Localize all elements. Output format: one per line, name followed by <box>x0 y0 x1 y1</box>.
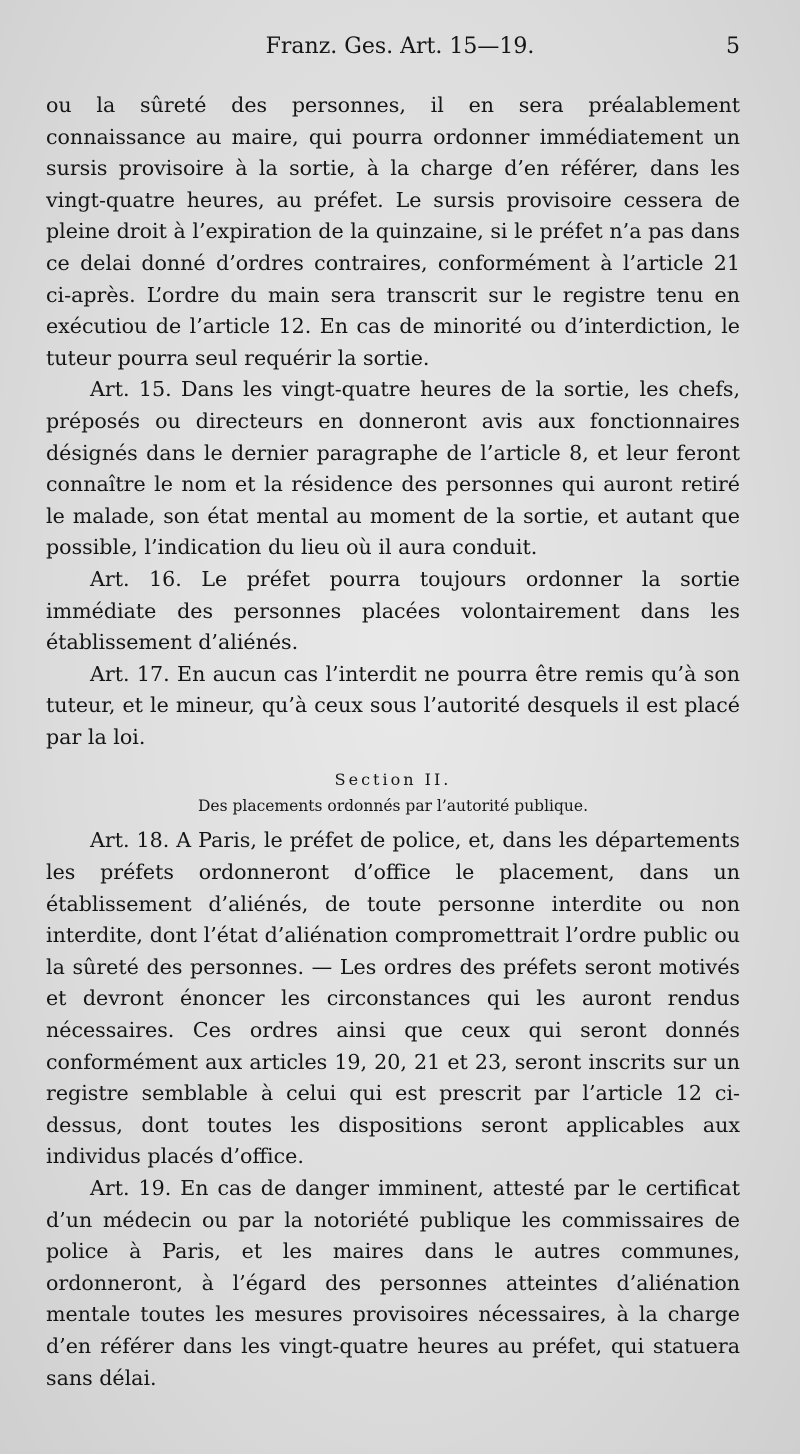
paragraph-art-17: Art. 17. En aucun cas l’interdit ne pourra être remis qu’à son tuteur, et le mineur, qu’à ceux sous l’autorité desquels il est placé par la loi. <box>46 661 740 749</box>
page-header <box>0 34 800 70</box>
running-title: Franz. Ges. Art. 15—19. <box>265 34 535 59</box>
paragraph-art-16: Art. 16. Le préfet pourra toujours ordonner la sortie immédiate des personnes placées volontairement dans les établissement d’aliénés. <box>46 566 740 655</box>
paragraph-art-19: Art. 19. En cas de danger imminent, attesté par le certificat d’un médecin ou par la notoriété publique les commissaires de police à Paris, et les maires dans le autres communes, ordonneront, à l’égard des personnes atteintes d’aliénation mentale toutes les mesures provisoires nécessaires, à la charge d’en référer dans les vingt-quatre heures au préfet, qui statuera sans délai. <box>46 1176 740 1390</box>
section-heading: Section II. <box>334 770 452 790</box>
page-number: 5 <box>726 34 740 59</box>
paragraph-art-15: Art. 15. Dans les vingt-quatre heures de la sortie, les chefs, préposés ou directeurs en donneront avis aux fonctionnaires désignés dans le dernier paragraphe de l’article 8, et leur feront connaître le nom et la résidence des personnes qui auront retiré le malade, son état mental au moment de la sortie, et autant que possible, l’indication du lieu où il aura conduit. <box>46 377 740 560</box>
section-subtitle: Des placements ordonnés par l’autorité publique. <box>197 797 589 816</box>
page-body <box>46 90 740 1394</box>
paragraph-continuation: ou la sûreté des personnes, il en sera préalablement connaissance au maire, qui pourra ordonner immédiatement un sursis provisoire à la sortie, à la charge d’en référer, dans les vingt-quatre heures, au préfet. Le sursis provisoire cessera de pleine droit à l’expiration de la quinzaine, si le préfet n’a pas dans ce delai donné d’ordres contraires, conformément à l’article 21 ci-après. L’ordre du main sera transcrit sur le registre tenu en exécutiou de l’article 12. En cas de minorité ou d’interdiction, le tuteur pourra seul requérir la sortie. <box>46 93 740 370</box>
paragraph-art-18: Art. 18. A Paris, le préfet de police, et, dans les départements les préfets ordonneront d’office le placement, dans un établissement d’aliénés, de toute personne interdite ou non interdite, dont l’état d’aliénation compromettrait l’ordre public ou la sûreté des personnes. — Les ordres des préfets seront motivés et devront énoncer les circonstances qui les auront rendus nécessaires. Ces ordres ainsi que ceux qui seront donnés conformément aux articles 19, 20, 21 et 23, seront inscrits sur un registre semblable à celui qui est prescrit par l’article 12 ci-dessus, dont toutes les dispositions seront applicables aux individus placés d’office. <box>46 828 740 1169</box>
